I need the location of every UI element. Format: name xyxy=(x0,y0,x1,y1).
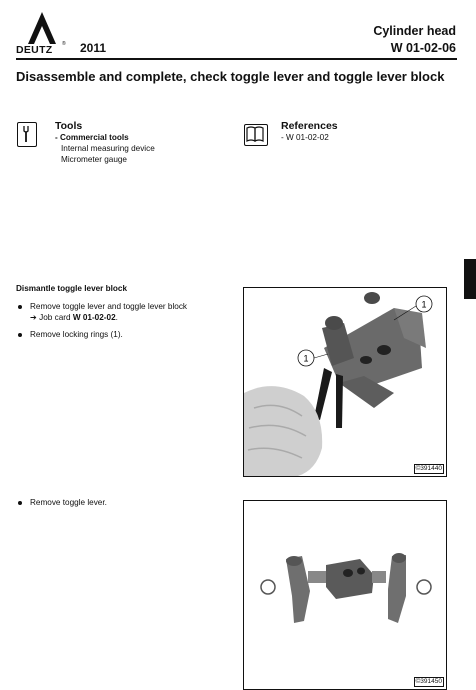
tool-item: Internal measuring device xyxy=(61,144,155,153)
figure-suffix: 0 xyxy=(438,678,442,685)
chapter-tab-marker xyxy=(464,259,476,299)
job-card-suffix: . xyxy=(115,313,118,322)
header-rule xyxy=(16,58,457,60)
tool-item: Micrometer gauge xyxy=(61,155,127,164)
engine-model: 2011 xyxy=(80,41,107,55)
tools-subheading: - Commercial tools xyxy=(55,133,129,142)
section-title: Cylinder head xyxy=(373,24,456,38)
callout-number: 1 xyxy=(303,353,309,364)
toggle-lever-photo xyxy=(244,288,447,477)
brand-wordmark: DEUTZ xyxy=(16,44,53,56)
bullet-dot xyxy=(18,333,22,337)
figure-remove-locking-rings xyxy=(243,287,447,477)
job-card-reference xyxy=(30,312,118,322)
book-icon xyxy=(244,124,268,146)
figure-code xyxy=(414,677,445,687)
job-card-code: W 01-02-02 xyxy=(72,313,116,322)
references-heading: References xyxy=(281,120,338,132)
bullet-text: Remove toggle lever and toggle lever block xyxy=(30,302,188,311)
wrench-icon xyxy=(17,122,37,147)
section-code: W 01-02-06 xyxy=(390,41,456,55)
figure-remove-toggle-lever xyxy=(243,500,447,690)
step-subheading: Dismantle toggle lever block xyxy=(16,284,128,293)
bullet-dot xyxy=(18,305,22,309)
bullet-text: Remove toggle lever. xyxy=(30,498,107,507)
tools-heading: Tools xyxy=(55,120,83,132)
bullet-dot xyxy=(18,501,22,505)
page-title: Disassemble and complete, check toggle lever and toggle lever block xyxy=(16,69,445,84)
job-card-prefix: Job card xyxy=(39,313,73,322)
registered-mark: ® xyxy=(62,41,66,47)
disassembled-parts-photo xyxy=(244,501,447,690)
figure-number: ©39145 xyxy=(415,678,439,685)
figure-number: ©39144 xyxy=(415,465,439,472)
bullet-text: Remove locking rings (1). xyxy=(30,330,123,339)
figure-code xyxy=(414,464,445,474)
reference-item: - W 01-02-02 xyxy=(281,133,329,142)
arrow-icon: ➔ xyxy=(30,313,37,322)
callout-number: 1 xyxy=(421,299,427,310)
figure-suffix: 0 xyxy=(438,465,442,472)
